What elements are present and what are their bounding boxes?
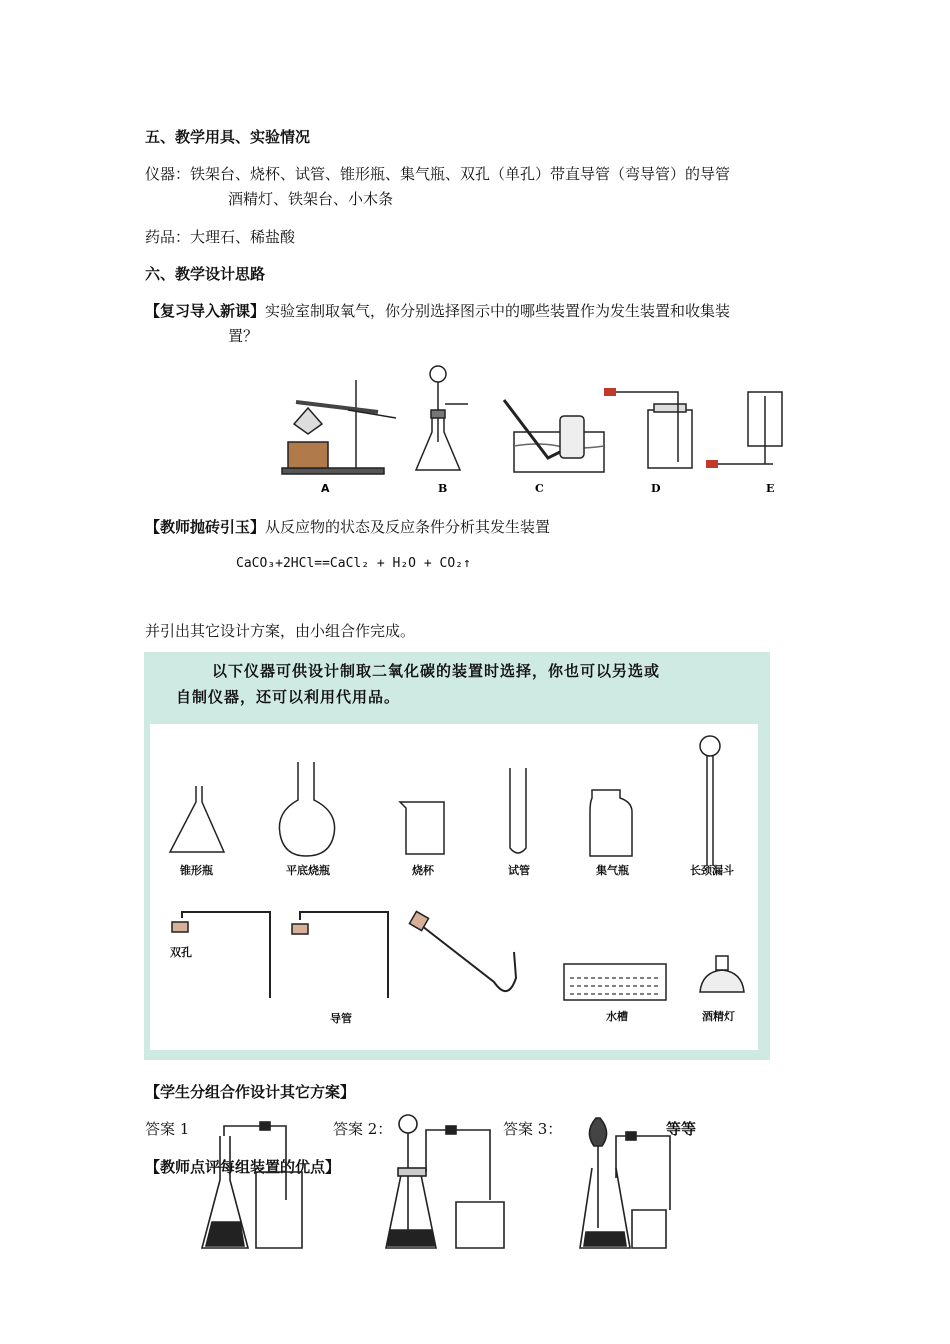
teacher-text: 从反应物的状态及反应条件分析其发生装置 [265, 518, 551, 536]
etc-label: 等等 [666, 1120, 697, 1138]
answer2-label: 答案 2： [333, 1120, 393, 1138]
instruments-line2: 酒精灯、铁架台、小木条 [228, 190, 394, 208]
section5-heading: 五、教学用具、实验情况 [145, 128, 311, 146]
label-lamp: 酒精灯 [702, 1010, 735, 1023]
label-beaker: 烧杯 [412, 864, 434, 877]
teacher-tag: 【教师抛砖引玉】 [145, 518, 266, 536]
panel-header-line2: 自制仪器，还可以利用代用品。 [176, 688, 401, 706]
label-trough: 水槽 [606, 1010, 628, 1023]
answer3-label: 答案 3： [503, 1120, 563, 1138]
instrument-panel [144, 652, 770, 1060]
label-A: A [321, 482, 330, 495]
group-tag: 【学生分组合作设计其它方案】 [145, 1083, 356, 1101]
answer-apparatus-figure [190, 1110, 710, 1254]
label-gas-jar: 集气瓶 [596, 864, 629, 877]
label-C: C [535, 482, 544, 495]
review-text: 实验室制取氧气，你分别选择图示中的哪些装置作为发生装置和收集装 [265, 302, 731, 320]
label-E: E [766, 482, 775, 495]
reagents-line: 药品：大理石、稀盐酸 [145, 228, 296, 246]
label-flat-flask: 平底烧瓶 [286, 864, 330, 877]
instruments-line1: 仪器：铁架台、烧杯、试管、锥形瓶、集气瓶、双孔（单孔）带直导管（弯导管）的导管 [145, 165, 731, 183]
lead-text: 并引出其它设计方案，由小组合作完成。 [145, 622, 416, 640]
label-test-tube: 试管 [508, 864, 530, 877]
label-funnel: 长颈漏斗 [690, 864, 734, 877]
review-tag: 【复习导入新课】 [145, 302, 266, 320]
teacher-paragraph [145, 516, 550, 538]
label-D: D [651, 482, 661, 495]
review-paragraph [145, 300, 730, 322]
section6-heading: 六、教学设计思路 [145, 265, 266, 283]
teacher-review-tag: 【教师点评每组装置的优点】 [145, 1158, 341, 1176]
oxygen-apparatus-figure [278, 362, 798, 498]
instrument-drawings [144, 652, 770, 1060]
answer1-label: 答案 1 [145, 1120, 190, 1138]
panel-header-line1: 以下仪器可供设计制取二氧化碳的装置时选择，你也可以另选或 [212, 662, 661, 680]
label-tubes: 导管 [330, 1012, 352, 1025]
label-double-hole: 双孔 [170, 946, 192, 959]
reaction-equation: CaCO₃+2HCl==CaCl₂ + H₂O + CO₂↑ [236, 556, 471, 571]
label-erlenmeyer: 锥形瓶 [180, 864, 213, 877]
review-text-cont: 置？ [228, 327, 259, 345]
label-B: B [438, 482, 448, 495]
